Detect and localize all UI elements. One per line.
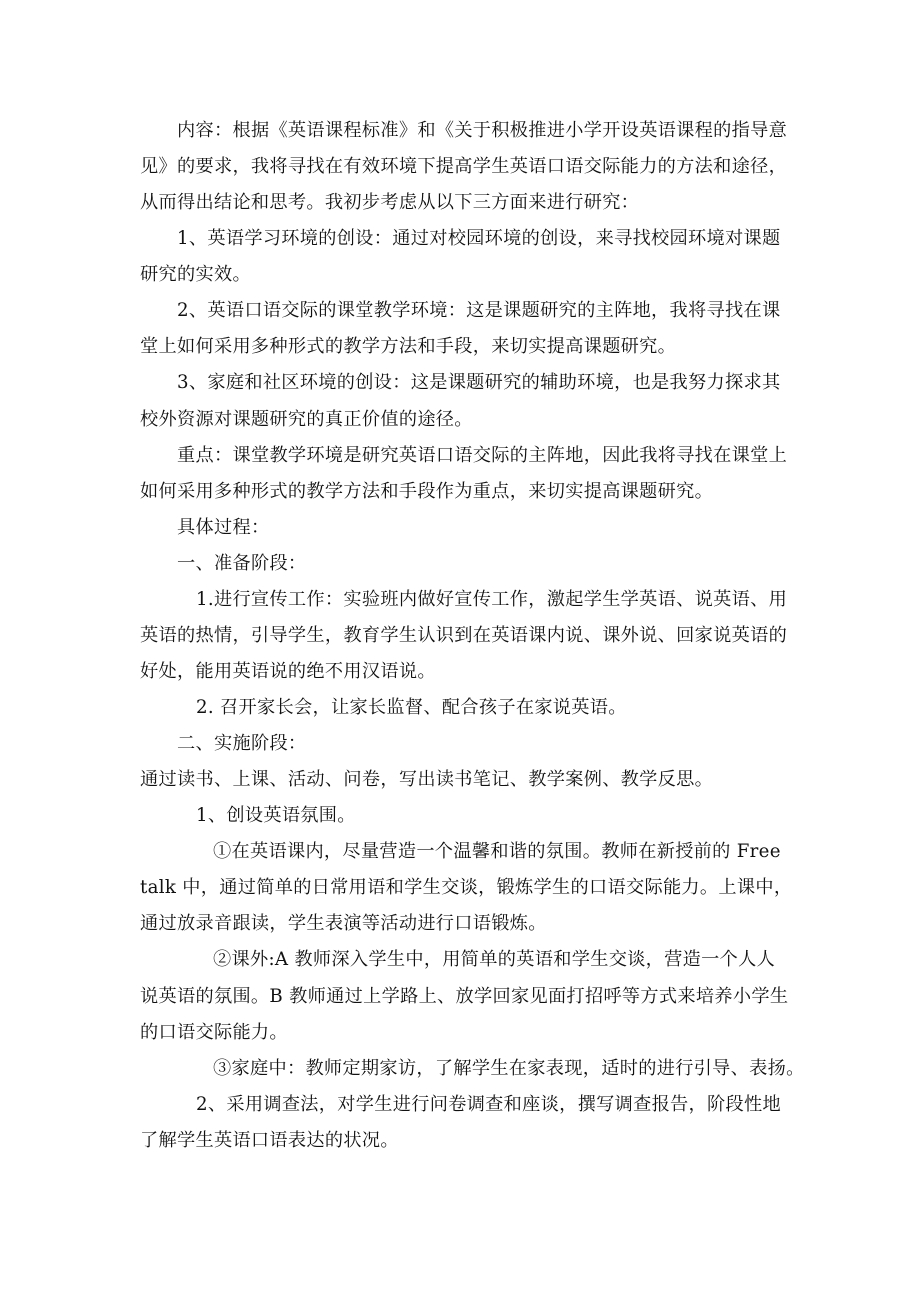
heading-stage-1 bbox=[140, 546, 802, 582]
text-line: 2、英语口语交际的课堂教学环境：这是课题研究的主阵地，我将寻找在课 bbox=[177, 300, 781, 322]
paragraph-content bbox=[140, 113, 802, 221]
text-line: 1、创设英语氛围。 bbox=[196, 805, 356, 827]
text-line: 1.进行宣传工作：实验班内做好宣传工作，激起学生学英语、说英语、用 bbox=[196, 588, 788, 610]
text-line: 内容：根据《英语课程标准》和《关于积极推进小学开设英语课程的指导意 bbox=[177, 120, 788, 141]
text-line: 英语的热情，引导学生，教育学生认识到在英语课内说、课外说、回家说英语的 bbox=[140, 624, 788, 646]
paragraph-stage-1-item-2 bbox=[140, 690, 802, 726]
paragraph-stage-2-item-2 bbox=[140, 1087, 802, 1159]
paragraph-sub-item-1 bbox=[140, 834, 802, 942]
text-line: 3、家庭和社区环境的创设：这是课题研究的辅助环境，也是我努力探求其 bbox=[177, 372, 781, 394]
text-line: ①在英语课内，尽量营造一个温馨和谐的氛围。教师在新授前的 Free bbox=[213, 841, 781, 863]
text-line: ③家庭中：教师定期家访，了解学生在家表现，适时的进行引导、表扬。 bbox=[213, 1057, 805, 1079]
text-line: 重点：课堂教学环境是研究英语口语交际的主阵地，因此我将寻找在课堂上 bbox=[177, 444, 788, 466]
paragraph-sub-item-2 bbox=[140, 942, 802, 1050]
text-line: talk 中，通过简单的日常用语和学生交谈，锻炼学生的口语交际能力。上课中， bbox=[140, 877, 793, 899]
paragraph-focus bbox=[140, 438, 802, 510]
text-line: 通过读书、上课、活动、问卷，写出读书笔记、教学案例、教学反思。 bbox=[140, 769, 714, 791]
section-heading: 具体过程： bbox=[177, 516, 270, 538]
text-line: 堂上如何采用多种形式的教学方法和手段，来切实提高课题研究。 bbox=[140, 336, 677, 358]
heading-process bbox=[140, 510, 802, 546]
document-body bbox=[140, 113, 805, 1159]
paragraph-stage-1-item-1 bbox=[140, 582, 802, 690]
text-line: 研究的实效。 bbox=[140, 264, 251, 286]
paragraph-stage-2-item-1 bbox=[140, 798, 802, 834]
text-line: 说英语的氛围。B 教师通过上学路上、放学回家见面打招呼等方式来培养小学生 bbox=[140, 985, 789, 1007]
paragraph-item-1 bbox=[140, 221, 802, 293]
paragraph-item-2 bbox=[140, 293, 802, 365]
text-line: 2、采用调查法，对学生进行问卷调查和座谈，撰写调查报告，阶段性地 bbox=[196, 1093, 781, 1115]
paragraph-sub-item-3 bbox=[140, 1051, 805, 1087]
text-line: 如何采用多种形式的教学方法和手段作为重点，来切实提高课题研究。 bbox=[140, 480, 714, 502]
heading-stage-2 bbox=[140, 726, 802, 762]
text-line: 的口语交际能力。 bbox=[140, 1021, 288, 1043]
text-line: 1、英语学习环境的创设：通过对校园环境的创设，来寻找校园环境对课题 bbox=[177, 228, 781, 250]
section-heading: 二、实施阶段： bbox=[177, 733, 307, 755]
text-line: 从而得出结论和思考。我初步考虑从以下三方面来进行研究： bbox=[140, 192, 640, 214]
paragraph-item-3 bbox=[140, 365, 802, 437]
text-line: 通过放录音跟读，学生表演等活动进行口语锻炼。 bbox=[140, 913, 547, 935]
text-line: 见》的要求，我将寻找在有效环境下提高学生英语口语交际能力的方法和途径， bbox=[140, 156, 788, 178]
section-heading: 一、准备阶段： bbox=[177, 552, 307, 574]
text-line: 了解学生英语口语表达的状况。 bbox=[140, 1129, 399, 1151]
text-line: 校外资源对课题研究的真正价值的途径。 bbox=[140, 408, 473, 430]
paragraph-stage-2-intro bbox=[140, 762, 802, 798]
text-line: 好处，能用英语说的绝不用汉语说。 bbox=[140, 660, 436, 682]
text-line: 2. 召开家长会，让家长监督、配合孩子在家说英语。 bbox=[196, 697, 627, 718]
text-line: ②课外:A 教师深入学生中，用简单的英语和学生交谈，营造一个人人 bbox=[213, 949, 776, 971]
